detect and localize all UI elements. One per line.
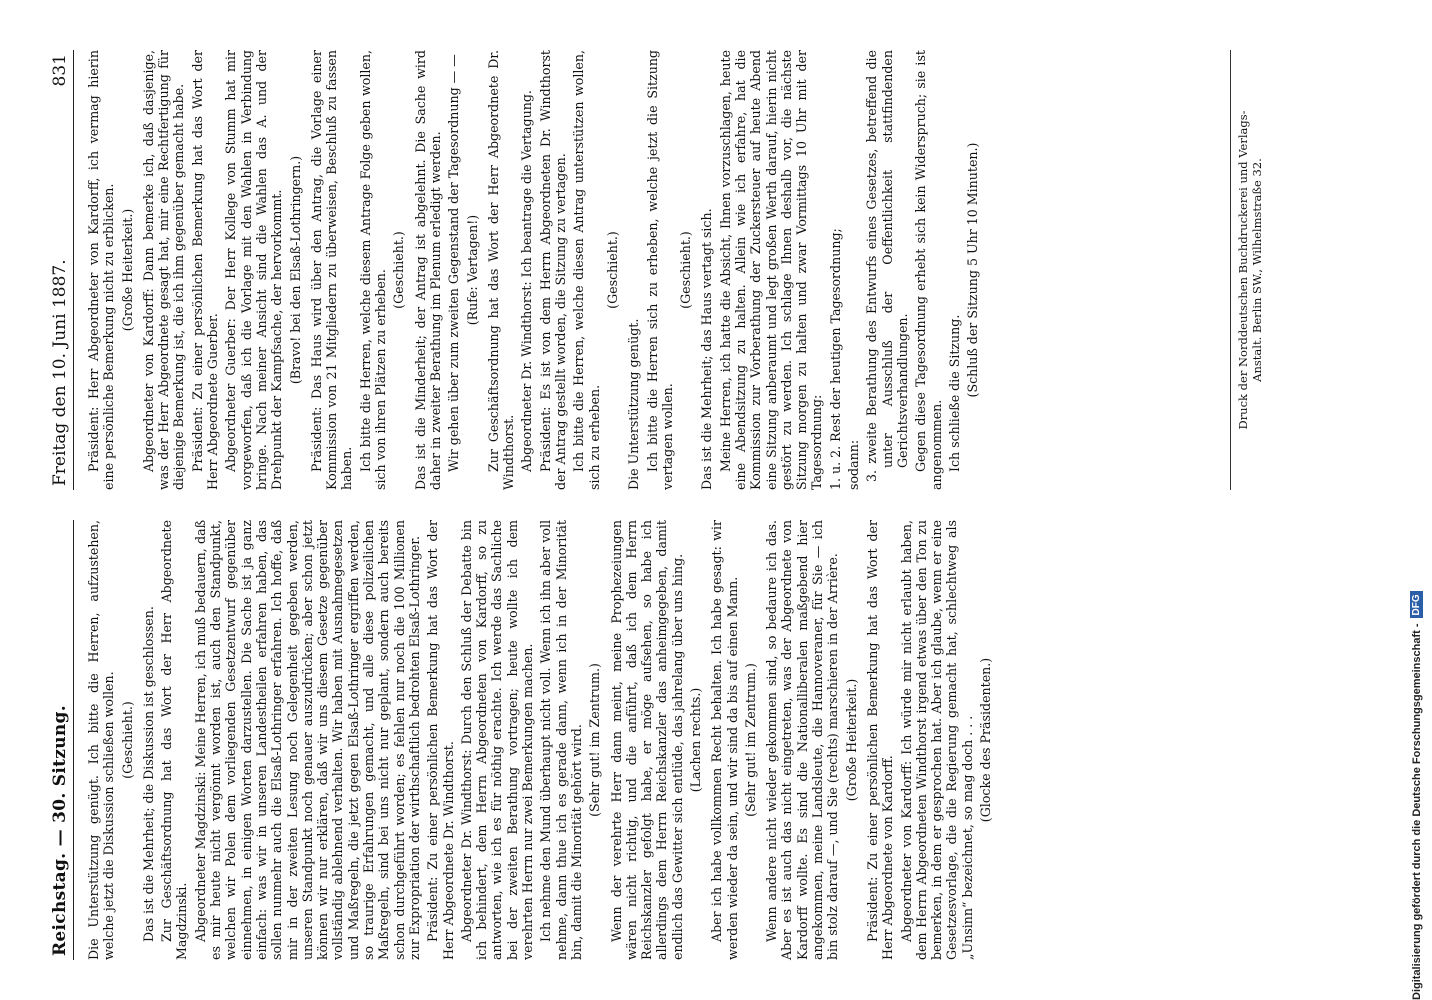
left-column-paragraph: Das ist die Mehrheit; die Diskussion ist geschlossen. [140,606,156,942]
right-column-paragraph: Präsident: Herr Abgeordneter von Kardorff, ich vermag hierin eine persönliche Bemerkung nicht zu erblicken. [86,50,117,490]
left-page-header [42,520,74,960]
right-column-paragraph: Zur Geschäftsordnung hat das Wort der Herr Abgeordnete Dr. Windthorst. [485,50,517,490]
right-column-paragraph: 3. zweite Berathung des Entwurfs eines Gesetzes, betreffend die unter Ausschluß der Oeffentlichkeit stattfindenden Gerichtsverhandlungen. [864,50,910,482]
left-text-column [86,520,1426,960]
right-column-paragraph: Abgeordneter Guerber: Der Herr Kollege von Stumm hat mir vorgeworfen, daß ich die Vorlage mit den Wahlen in Verbindung bringe. Nach meiner Ansicht sind die Wahlen das A. und der Drehpunkt der Kampfsache, der hervorkommt. [223,50,285,490]
left-column-paragraph: (Sehr gut! im Zentrum.) [587,663,603,817]
left-column-paragraph: Wenn andere nicht wieder gekommen sind, so bedaure ich das. Aber es ist auch das nicht eingetreten, was der Abgeordnete von Kardorff wollte. Es sind die Nationalliberalen maßgebend hier angekommen, meine Landsleute, die Hannoveraner, für Sie — ich bin stolz darauf —, und Sie (rechts) marschieren in der Arrière. [764,520,841,960]
digitization-note-text: Digitalisierung gefördert durch die Deutsche Forschungsgemeinschaft - [1410,623,1423,1000]
dfg-logo: DFG [1410,591,1423,618]
right-column-paragraph: Ich schließe die Sitzung. [946,314,962,472]
right-column-paragraph: (Geschieht.) [678,231,694,309]
left-header-title: Reichstag. — 30. Sitzung. [50,705,70,956]
right-column-paragraph: sodann: [846,439,862,490]
right-column-paragraph: (Geschieht.) [391,231,407,309]
right-column-paragraph: Wir gehen über zum zweiten Gegenstand der Tagesordnung — — [446,54,462,472]
right-column-paragraph: (Schluß der Sitzung 5 Uhr 10 Minuten.) [965,142,981,398]
digitization-note [1410,591,1423,1000]
left-column-paragraph: Abgeordneter Dr. Windthorst: Durch den Schluß der Debatte bin ich behindert, dem Herrn Abgeordneten von Kardorff, so zu antworten, wie ich es für nöthig erachte. Ich werde das Sachliche bei der zweiten Berathung vortragen; heute wollte ich dem verehrten Herrn nur zwei Bemerkungen machen. [458,520,536,960]
right-column-paragraph: Präsident: Es ist von dem Herrn Abgeordneten Dr. Windthorst der Antrag gestellt worden, die Sitzung zu vertagen. [537,50,569,490]
left-column-paragraph: Präsident: Zu einer persönlichen Bemerkung hat das Wort der Herr Abgeordnete Dr. Windthorst. [425,520,456,960]
right-column-paragraph: Ich bitte die Herren sich zu erheben, welche jetzt die Sitzung vertagen wollen. [644,50,675,490]
left-column-paragraph: (Glocke des Präsidenten.) [978,657,994,823]
left-column-paragraph: Aber ich habe vollkommen Recht behalten. Ich habe gesagt: wir werden wieder da sein, und wir sind da bis auf einen Mann. [709,520,740,960]
left-column-paragraph: (Sehr gut! im Zentrum.) [742,663,758,817]
right-column-paragraph: Präsident: Zu einer persönlichen Bemerkung hat das Wort der Herr Abgeordnete Guerber. [189,50,221,490]
right-column-paragraph: Das ist die Minderheit; der Antrag ist abgelehnt. Die Sache wird daher in zweiter Berathung im Plenum erledigt werden. [412,50,443,490]
right-header-date: Freitag den 10. Juni 1887. [50,259,70,486]
left-column-paragraph: (Lachen rechts.) [687,687,703,793]
right-column-paragraph: Ich bitte die Herren, welche diesen Antrag unterstützen wollen, sich zu erheben. [571,50,602,490]
right-column-paragraph: Gegen diese Tagesordnung erhebt sich kein Widerspruch; sie ist angenommen. [913,50,944,490]
right-column-paragraph: (Bravo! bei den Elsaß-Lothringern.) [287,155,303,385]
right-column-paragraph: (Große Heiterkeit.) [119,208,135,332]
right-column-paragraph: Abgeordneter von Kardorff: Dann bemerke ich, daß dasjenige, was der Herr Abgeordnete gesagt hat, mir eine Rechtfertigung für diejenige Bemerkung ist, die ich ihm gegenüber gemacht habe. [140,50,187,490]
right-page-header [42,50,74,490]
footer-rule [1230,50,1231,490]
right-column-paragraph: 1. u. 2. Rest der heutigen Tagesordnung; [827,228,843,490]
left-column-paragraph: Präsident: Zu einer persönlichen Bemerkung hat das Wort der Herr Abgeordnete von Kardorff. [864,520,896,960]
left-column-paragraph: Zur Geschäftsordnung hat das Wort der Herr Abgeordnete Magdzinski. [159,520,190,960]
left-column-paragraph: (Große Heiterkeit.) [843,678,859,802]
left-column-paragraph: Wenn der verehrte Herr dann meint, meine Prophezeiungen wären nicht richtig, und die anführt, daß ich dem Herrn Reichskanzler gefolgt habe, er möge aufsehen, so habe ich allerdings dem Herrn Reichskanzler das anheimgegeben, damit endlich das Gewitter sich entlüde, das jahrelang über uns hing. [608,520,685,960]
right-column-paragraph: Das ist die Mehrheit; das Haus vertagt sich. [699,208,715,490]
left-column-paragraph: Abgeordneter Magdzinski: Meine Herren, ich muß bedauern, daß es mir heute nicht vergönnt worden ist, auch den Standpunkt, welchen wir Polen dem vorliegenden Gesetzentwurf gegenüber einnehmen, in einigen Worten darzustellen. Die Sache ist ja ganz einfach: was wir in unseren Landestheilen erfahren haben, das sollen nunmehr auch die Elsaß-Lothringer erfahren. Ich hoffe, daß mir in der zweiten Lesung noch Gelegenheit gegeben werden, unseren Standpunkt noch genauer auszudrücken; aber schon jetzt können wir nur erklären, daß wir uns diesem Gesetze gegenüber vollständig ablehnend verhalten. Wir haben mit Ausnahmegesetzen und Maßregeln, die jetzt gegen Elsaß-Lothringer ergriffen werden, so traurige Erfahrungen gemacht, und alle diese polizeilichen Maßregeln, sind bei uns nicht nur geplant, sondern auch bereits schon durchgeführt worden; es fehlen nur noch die 100 Millionen zur Expropriation der wirthschaftlich bedrohten Elsaß-Lothringer. [192,520,422,960]
right-column-paragraph: (Geschieht.) [604,231,620,309]
right-text-column [86,50,1286,490]
page-number: 831 [50,54,70,87]
right-column-paragraph: Ich bitte die Herren, welche diesem Antrage Folge geben wollen, sich von ihren Plätzen zu erheben. [357,50,389,490]
right-column-paragraph: Die Unterstützung genügt. [626,318,642,490]
left-column-paragraph: Die Unterstützung genügt. Ich bitte die Herren, aufzustehen, welche jetzt die Diskussion schließen wollen. [86,520,117,960]
right-column-paragraph: Präsident: Das Haus wird über den Antrag, die Vorlage einer Kommission von 21 Mitgliedern zu überweisen, Beschluß zu fassen haben. [308,50,355,490]
left-column-paragraph: Ich nehme den Mund überhaupt nicht voll. Wenn ich ihn aber voll nehme, dann thue ich es gerade dann, wenn ich in der Minorität bin, damit die Minorität gehört wird. [538,520,584,960]
right-column-paragraph: (Rufe: Vertagen!) [464,214,480,326]
left-column-paragraph: Abgeordneter von Kardorff: Ich würde mir nicht erlaubt haben, dem Herrn Abgeordneten Windthorst irgend etwas über den Ton zu bemerken, in dem er gesprochen hat. Aber ich glaube, wenn er eine Gesetzesvorlage, die die Regierung gemacht hat, schlechtweg als „Unsinn“ bezeichnet, so mag doch . . . [898,520,975,960]
left-column-paragraph: (Geschieht.) [119,701,135,779]
right-column-paragraph: Meine Herren, ich hatte die Absicht, Ihnen vorzuschlagen, heute eine Abendsitzung zu halten. Allein wie ich erfahre, hat die Kommission zur Vorberathung der Zuckersteuer auf heute Abend eine Sitzung anberaumt und legt großen Werth darauf, hierin nicht gestört zu werden. Ich schlage Ihnen deshalb vor, die nächste Sitzung morgen zu halten und zwar Vormittags 10 Uhr mit der Tagesordnung: [717,50,825,490]
printer-imprint: Druck der Norddeutschen Buchdruckerei und Verlags-Anstalt. Berlin SW., Wilhelmstraße 32. [1236,110,1264,430]
right-column-paragraph: Abgeordneter Dr. Windthorst: Ich beantrage die Vertagung. [519,90,535,472]
